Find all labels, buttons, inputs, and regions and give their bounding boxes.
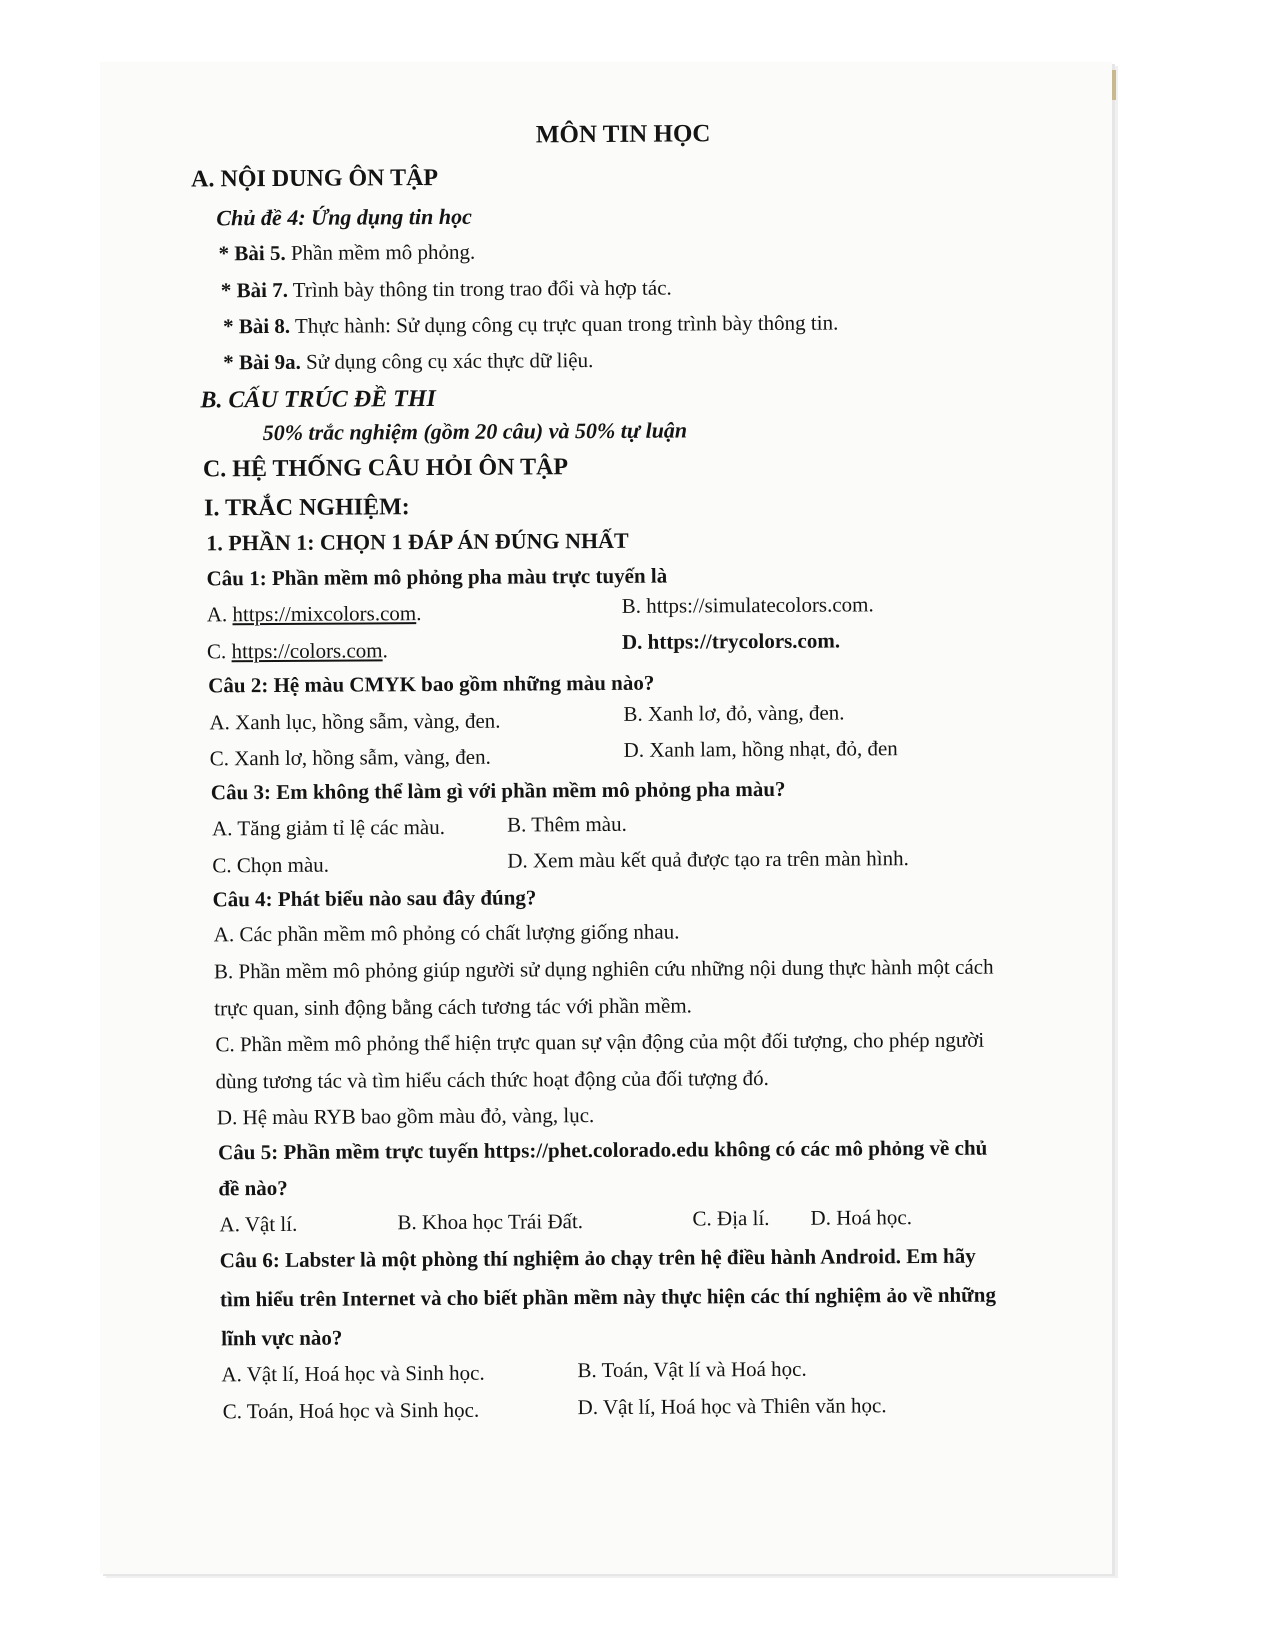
q1-option-b: B. https://simulatecolors.com. xyxy=(621,592,874,618)
q6-option-c: C. Toán, Hoá học và Sinh học. xyxy=(222,1397,480,1424)
q3-option-a: A. Tăng giảm tỉ lệ các màu. xyxy=(212,814,446,841)
page-title: MÔN TIN HỌC xyxy=(535,120,711,149)
lesson-item: * Bài 9a. Sử dụng công cụ xác thực dữ liệu. xyxy=(223,348,594,375)
question-6-line3: lĩnh vực nào? xyxy=(221,1325,343,1351)
q2-option-a: A. Xanh lục, hồng sẫm, vàng, đen. xyxy=(209,708,501,735)
lesson-item: * Bài 8. Thực hành: Sử dụng công cụ trực quan trong trình bày thông tin. xyxy=(222,310,839,339)
exam-structure: 50% trắc nghiệm (gồm 20 câu) và 50% tự luận xyxy=(262,417,688,446)
q4-option-b-line1: B. Phần mềm mô phỏng giúp người sử dụng nghiên cứu những nội dung thực hành một cách xyxy=(213,954,994,984)
q4-option-d: D. Hệ màu RYB bao gồm màu đỏ, vàng, lục. xyxy=(216,1103,595,1130)
question-2: Câu 2: Hệ màu CMYK bao gồm những màu nào? xyxy=(208,670,655,698)
question-6-line2: tìm hiểu trên Internet và cho biết phần mềm này thực hiện các thí nghiệm ảo về những xyxy=(219,1282,996,1312)
topic-heading: Chủ đề 4: Ứng dụng tin học xyxy=(216,203,472,231)
question-1: Câu 1: Phần mềm mô phỏng pha màu trực tuyến là xyxy=(206,563,668,591)
q2-option-c: C. Xanh lơ, hồng sẫm, vàng, đen. xyxy=(209,744,491,771)
question-3: Câu 3: Em không thể làm gì với phần mềm mô phỏng pha màu? xyxy=(210,776,786,805)
q5-option-c: C. Địa lí. xyxy=(692,1205,770,1231)
question-6-line1: Câu 6: Labster là một phòng thí nghiệm ảo chạy trên hệ điều hành Android. Em hãy xyxy=(219,1243,976,1273)
lesson-item: * Bài 7. Trình bày thông tin trong trao đổi và hợp tác. xyxy=(220,275,672,303)
q5-option-b: B. Khoa học Trái Đất. xyxy=(397,1209,584,1235)
q5-option-d: D. Hoá học. xyxy=(810,1205,913,1230)
section-c-heading: C. HỆ THỐNG CÂU HỎI ÔN TẬP xyxy=(202,454,569,483)
q6-option-d: D. Vật lí, Hoá học và Thiên văn học. xyxy=(577,1393,887,1420)
document-content xyxy=(95,59,1116,1577)
q4-option-a: A. Các phần mềm mô phỏng có chất lượng giống nhau. xyxy=(213,919,680,947)
q3-option-b: B. Thêm màu. xyxy=(507,811,627,837)
section-a-heading: A. NỘI DUNG ÔN TẬP xyxy=(191,164,439,193)
sub-heading: 1. PHẦN 1: CHỌN 1 ĐÁP ÁN ĐÚNG NHẤT xyxy=(206,527,629,556)
sheet-edge xyxy=(1112,70,1116,100)
q4-option-b-line2: trực quan, sinh động bằng cách tương tác với phần mềm. xyxy=(214,993,692,1021)
question-5-line1: Câu 5: Phần mềm trực tuyến https://phet.colorado.edu không có các mô phỏng về chủ xyxy=(217,1135,988,1165)
lesson-item: * Bài 5. Phần mềm mô phỏng. xyxy=(218,239,476,266)
q2-option-d: D. Xanh lam, hồng nhạt, đỏ, đen xyxy=(623,736,898,762)
q6-option-b: B. Toán, Vật lí và Hoá học. xyxy=(577,1356,807,1383)
q5-option-a: A. Vật lí. xyxy=(219,1211,298,1237)
q3-option-d: D. Xem màu kết quả được tạo ra trên màn hình. xyxy=(507,846,909,873)
q2-option-b: B. Xanh lơ, đỏ, vàng, đen. xyxy=(623,700,845,726)
q1-option-c: C. https://colors.com. xyxy=(206,638,388,664)
q3-option-c: C. Chọn màu. xyxy=(212,852,330,878)
section-b-heading: B. CẤU TRÚC ĐỀ THI xyxy=(200,385,436,414)
q4-option-c-line2: dùng tương tác và tìm hiểu cách thức hoạt động của đối tượng đó. xyxy=(215,1065,769,1094)
question-5-line2: đề nào? xyxy=(218,1175,288,1201)
part-heading: I. TRẮC NGHIỆM: xyxy=(204,494,410,522)
question-4: Câu 4: Phát biểu nào sau đây đúng? xyxy=(212,885,537,912)
q6-option-a: A. Vật lí, Hoá học và Sinh học. xyxy=(221,1360,485,1387)
q4-option-c-line1: C. Phần mềm mô phỏng thể hiện trực quan sự vận động của một đối tượng, cho phép người xyxy=(215,1027,985,1057)
q1-option-d: D. https://trycolors.com. xyxy=(621,628,841,654)
q1-option-a: A. https://mixcolors.com. xyxy=(206,601,422,627)
